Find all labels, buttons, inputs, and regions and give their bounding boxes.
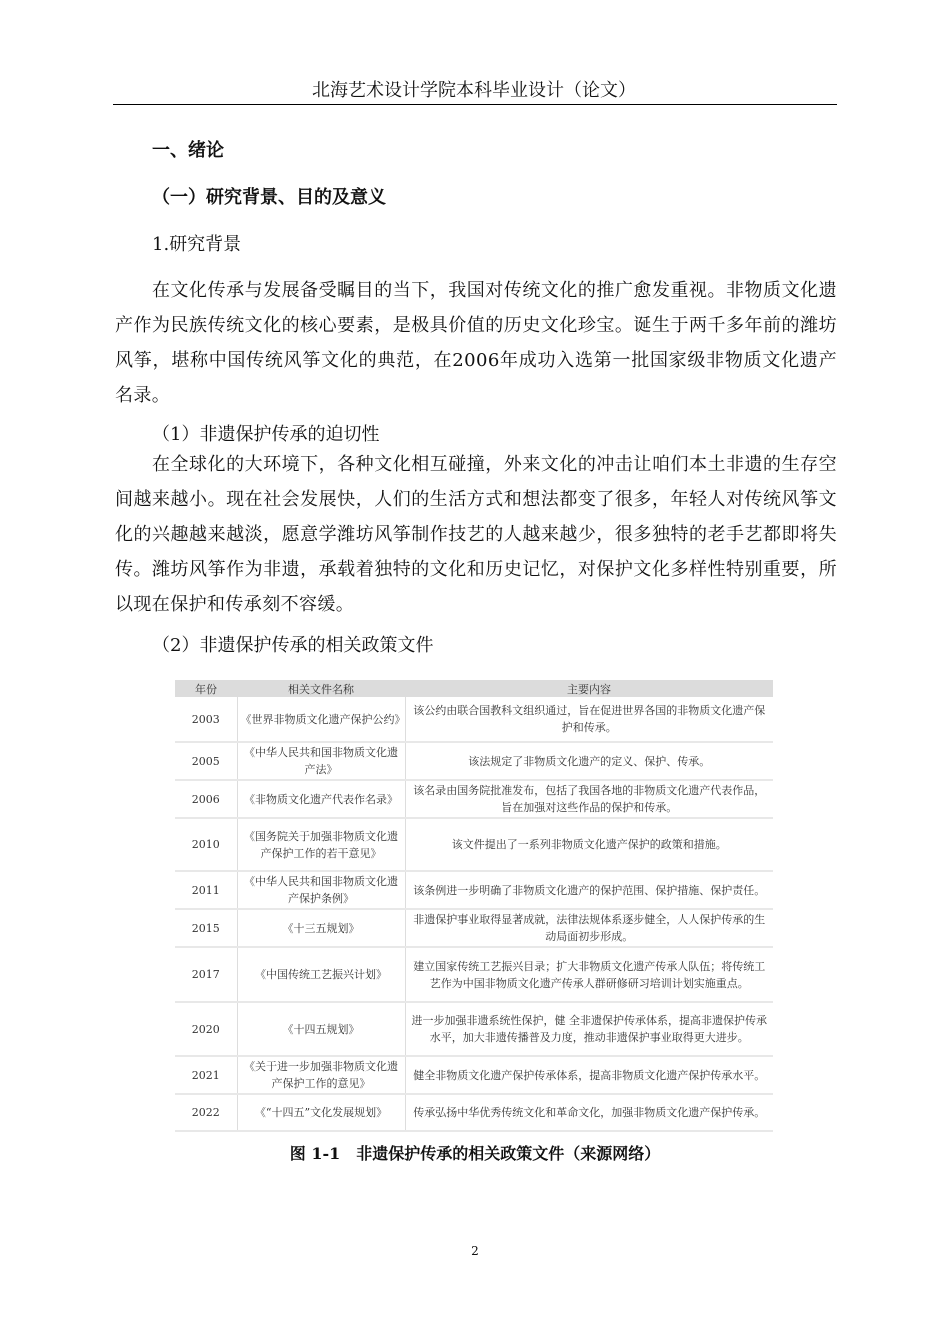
cell-doc: 《十四五规划》 <box>237 1002 405 1056</box>
subheading-urgency: （1）非遗保护传承的迫切性 <box>152 424 380 445</box>
cell-content: 非遗保护事业取得显著成就，法律法规体系逐步健全，人人保护传承的生动局面初步形成。 <box>405 909 773 947</box>
subsection-heading: 1.研究背景 <box>152 234 242 255</box>
chapter-heading: 一、绪论 <box>152 140 224 161</box>
cell-content: 该法规定了非物质文化遗产的定义、保护、传承。 <box>405 742 773 780</box>
table-row <box>175 871 773 909</box>
table-row <box>175 818 773 871</box>
cell-doc: 《中国传统工艺振兴计划》 <box>237 947 405 1002</box>
col-header-year: 年份 <box>175 680 237 697</box>
cell-year: 2021 <box>175 1056 237 1094</box>
cell-year: 2011 <box>175 871 237 909</box>
table-row <box>175 1056 773 1094</box>
cell-year: 2006 <box>175 780 237 818</box>
table-row <box>175 742 773 780</box>
cell-year: 2020 <box>175 1002 237 1056</box>
cell-doc: 《世界非物质文化遗产保护公约》 <box>237 697 405 742</box>
cell-content: 该条例进一步明确了非物质文化遗产的保护范围、保护措施、保护责任。 <box>405 871 773 909</box>
page-number: 2 <box>471 1244 479 1258</box>
table-row <box>175 697 773 742</box>
policy-table <box>175 680 773 1132</box>
cell-content: 健全非物质文化遗产保护传承体系，提高非物质文化遗产保护传承水平。 <box>405 1056 773 1094</box>
paragraph-background: 在文化传承与发展备受瞩目的当下，我国对传统文化的推广愈发重视。非物质文化遗产作为民族传统文化的核心要素，是极具价值的历史文化珍宝。诞生于两千多年前的潍坊风筝，堪称中国传统风筝文化的典范，在2006年成功入选第一批国家级非物质文化遗产名录。 <box>115 280 837 406</box>
cell-content: 传承弘扬中华优秀传统文化和革命文化，加强非物质文化遗产保护传承。 <box>405 1094 773 1131</box>
cell-year: 2015 <box>175 909 237 947</box>
cell-doc: 《中华人民共和国非物质文化遗产保护条例》 <box>237 871 405 909</box>
table-row <box>175 909 773 947</box>
cell-doc: 《关于进一步加强非物质文化遗产保护工作的意见》 <box>237 1056 405 1094</box>
table-row <box>175 1002 773 1056</box>
cell-doc: 《十三五规划》 <box>237 909 405 947</box>
cell-year: 2003 <box>175 697 237 742</box>
section-heading: （一）研究背景、目的及意义 <box>152 187 386 208</box>
table-row <box>175 947 773 1002</box>
cell-doc: 《非物质文化遗产代表作名录》 <box>237 780 405 818</box>
cell-content: 该公约由联合国教科文组织通过，旨在促进世界各国的非物质文化遗产保护和传承。 <box>405 697 773 742</box>
col-header-doc: 相关文件名称 <box>237 680 405 697</box>
cell-doc: 《中华人民共和国非物质文化遗产法》 <box>237 742 405 780</box>
table-row <box>175 1094 773 1131</box>
paragraph-urgency: 在全球化的大环境下，各种文化相互碰撞，外来文化的冲击让咱们本土非遗的生存空间越来越小。现在社会发展快，人们的生活方式和想法都变了很多，年轻人对传统风筝文化的兴趣越来越淡，愿意学潍坊风筝制作技艺的人越来越少，很多独特的老手艺都即将失传。潍坊风筝作为非遗，承载着独特的文化和历史记忆，对保护文化多样性特别重要，所以现在保护和传承刻不容缓。 <box>115 454 837 615</box>
col-header-content: 主要内容 <box>405 680 773 697</box>
cell-content: 建立国家传统工艺振兴目录；扩大非物质文化遗产传承人队伍；将传统工艺作为中国非物质文化遗产传承人群研修研习培训计划实施重点。 <box>405 947 773 1002</box>
cell-year: 2022 <box>175 1094 237 1131</box>
running-header: 北海艺术设计学院本科毕业设计（论文） <box>312 80 636 101</box>
cell-content: 该名录由国务院批准发布，包括了我国各地的非物质文化遗产代表作品，旨在加强对这些作品的保护和传承。 <box>405 780 773 818</box>
subheading-policies: （2）非遗保护传承的相关政策文件 <box>152 635 434 656</box>
cell-year: 2005 <box>175 742 237 780</box>
cell-content: 进一步加强非遗系统性保护，健 全非遗保护传承体系，提高非遗保护传承水平，加大非遗传播普及力度，推动非遗保护事业取得更大进步。 <box>405 1002 773 1056</box>
header-rule <box>113 104 837 105</box>
cell-doc: 《国务院关于加强非物质文化遗产保护工作的若干意见》 <box>237 818 405 871</box>
cell-year: 2017 <box>175 947 237 1002</box>
cell-content: 该文件提出了一系列非物质文化遗产保护的政策和措施。 <box>405 818 773 871</box>
cell-year: 2010 <box>175 818 237 871</box>
table-row <box>175 780 773 818</box>
cell-doc: 《“十四五”文化发展规划》 <box>237 1094 405 1131</box>
figure-caption: 图 1-1 非遗保护传承的相关政策文件（来源网络） <box>289 1144 661 1163</box>
